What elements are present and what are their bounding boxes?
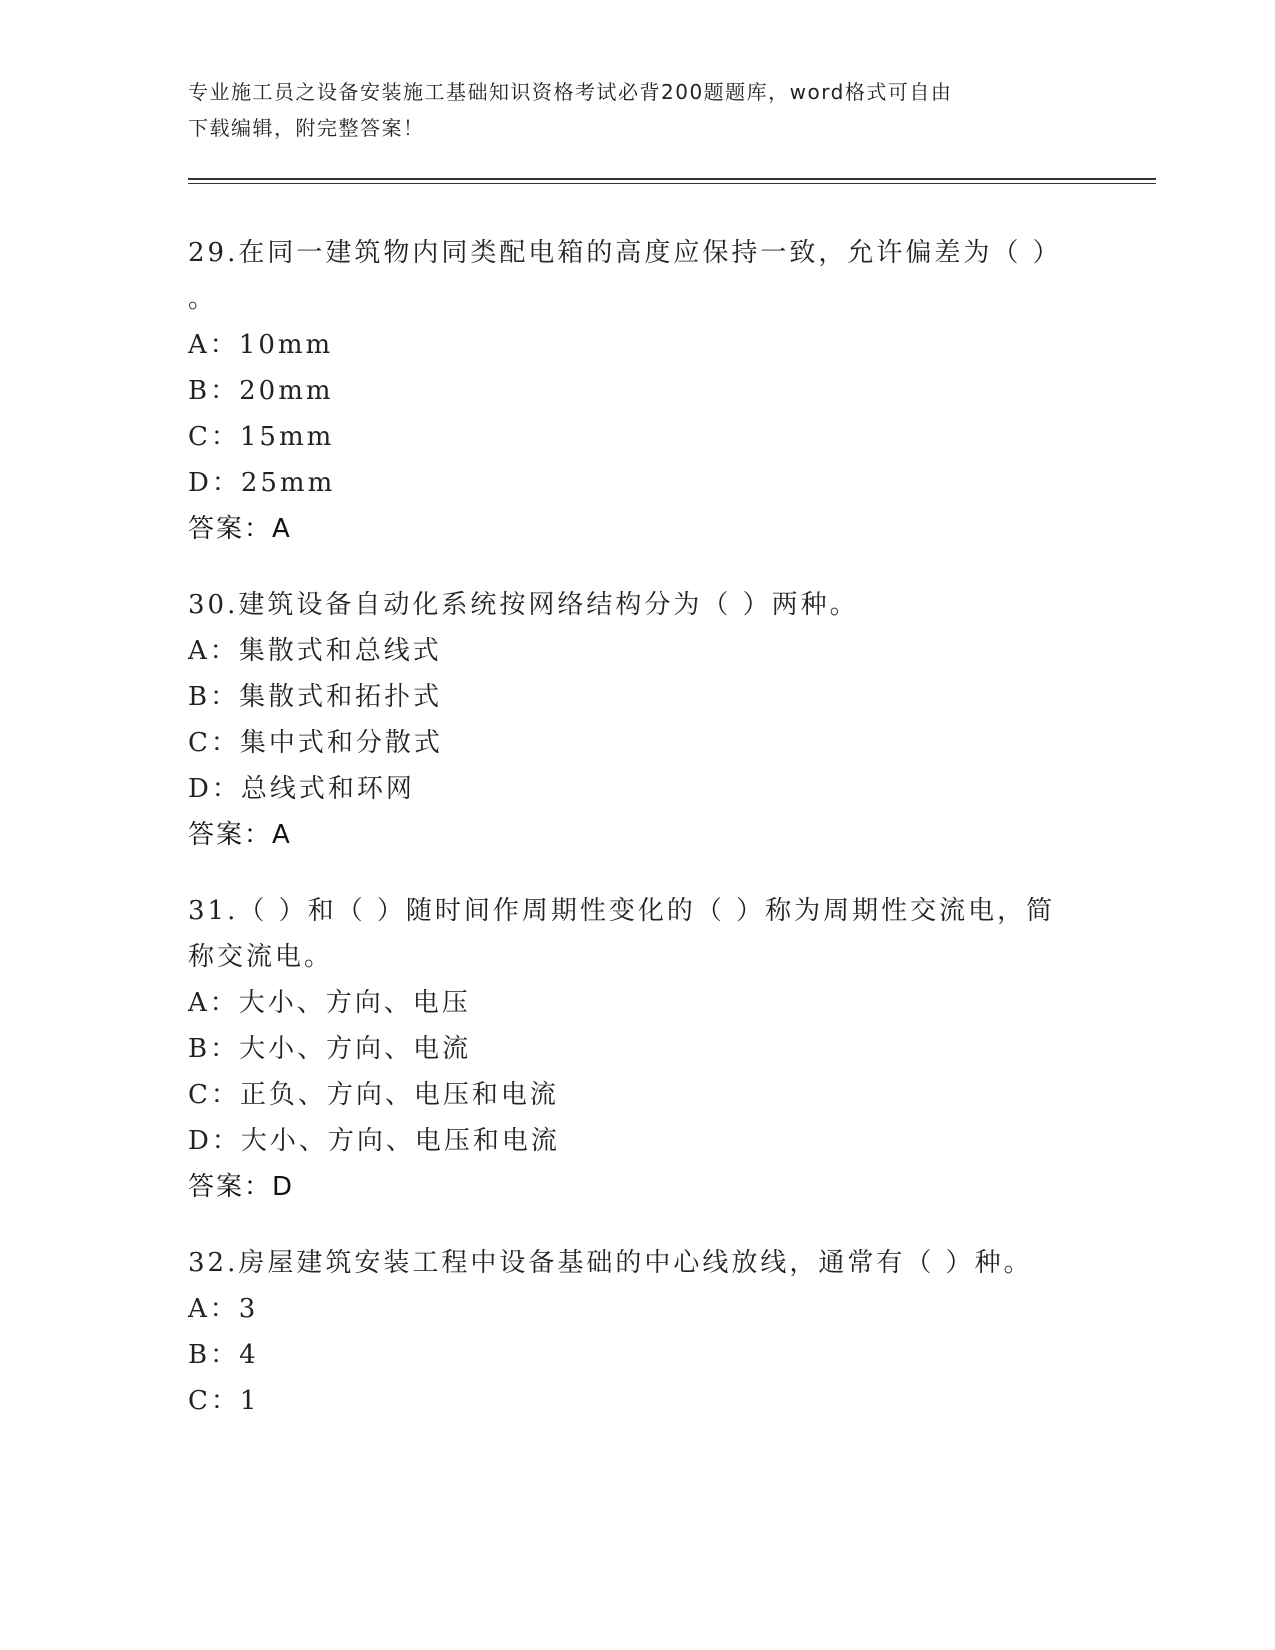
- question-30: [188, 582, 1068, 858]
- question-stem: 29.在同一建筑物内同类配电箱的高度应保持一致，允许偏差为（ ）: [188, 238, 1062, 268]
- question-stem: 31.（ ）和（ ）随时间作周期性变化的（ ）称为周期性交流电，简: [188, 896, 1056, 926]
- option-a: A：3: [188, 1294, 259, 1324]
- option-c: C：1: [188, 1386, 260, 1416]
- question-stem-continued: 。: [188, 284, 218, 314]
- question-stem: 30.建筑设备自动化系统按网络结构分为（ ）两种。: [188, 590, 859, 620]
- option-a: A：集散式和总线式: [188, 636, 442, 666]
- option-a: A：大小、方向、电压: [188, 988, 471, 1018]
- question-stem-continued: 称交流电。: [188, 942, 334, 972]
- option-c: C：集中式和分散式: [188, 728, 443, 758]
- option-d: D：25mm: [188, 468, 336, 498]
- option-b: B：4: [188, 1340, 259, 1370]
- question-stem: 32.房屋建筑安装工程中设备基础的中心线放线，通常有（ ）种。: [188, 1248, 1033, 1278]
- option-c: C：15mm: [188, 422, 335, 452]
- option-d: D：大小、方向、电压和电流: [188, 1126, 560, 1156]
- option-d: D：总线式和环网: [188, 774, 415, 804]
- header-line-1: 专业施工员之设备安装施工基础知识资格考试必背200题题库，word格式可自由: [188, 80, 953, 104]
- answer: 答案：A: [188, 514, 292, 544]
- question-29: [188, 230, 1068, 552]
- header-divider-thin: [188, 183, 1156, 184]
- header-divider: [188, 178, 1156, 180]
- answer: 答案：D: [188, 1172, 295, 1202]
- option-b: B：集散式和拓扑式: [188, 682, 443, 712]
- option-c: C：正负、方向、电压和电流: [188, 1080, 559, 1110]
- header-line-2: 下载编辑，附完整答案！: [188, 116, 425, 140]
- answer: 答案：A: [188, 820, 292, 850]
- question-32: [188, 1240, 1068, 1424]
- option-b: B：20mm: [188, 376, 334, 406]
- option-a: A：10mm: [188, 330, 334, 360]
- question-list: [188, 230, 1068, 1454]
- question-31: [188, 888, 1068, 1210]
- document-header: [188, 74, 1088, 146]
- option-b: B：大小、方向、电流: [188, 1034, 472, 1064]
